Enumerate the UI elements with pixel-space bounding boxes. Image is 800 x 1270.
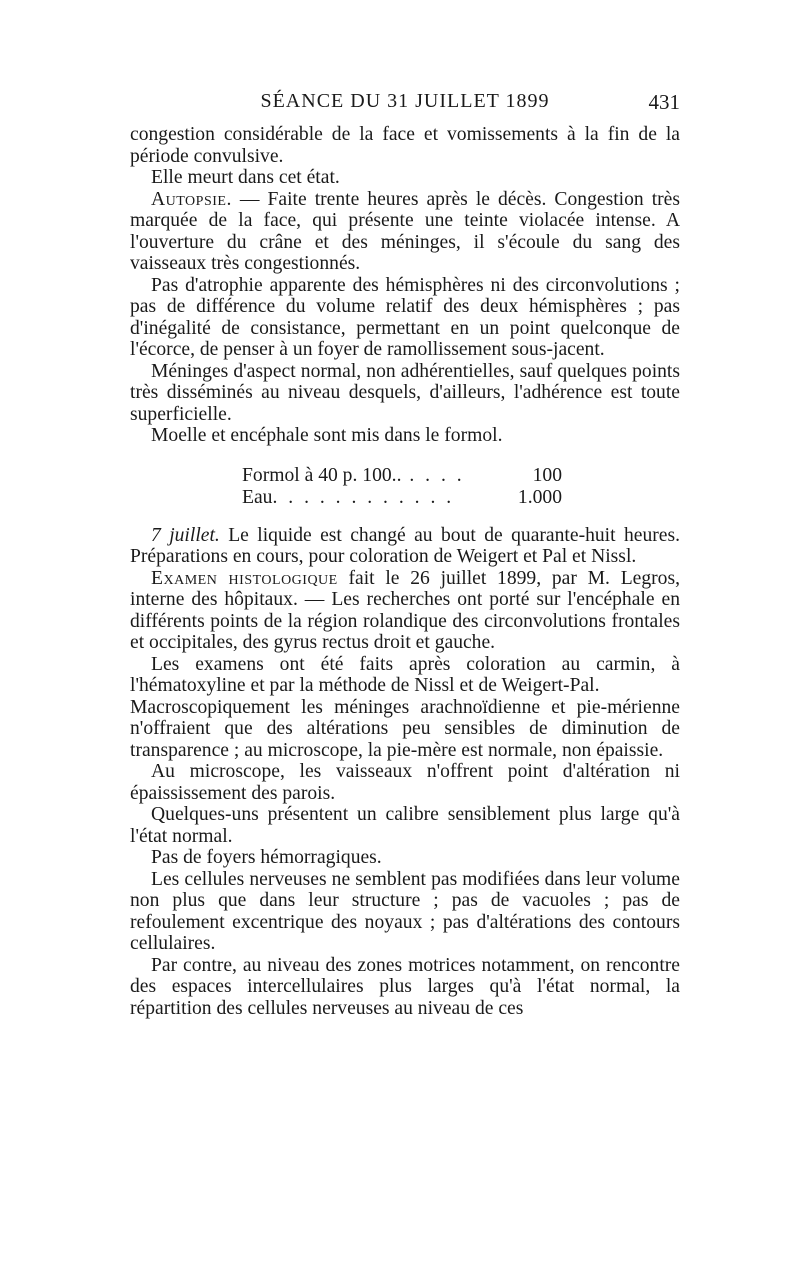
formula-label-text: Formol à 40 p. 100..: [242, 464, 402, 486]
formula-leader-dots: . . . . . . . . . . . .: [272, 486, 455, 508]
autopsie-paragraph: [130, 189, 680, 275]
july7-text: Le liquide est changé au bout de quarante-huit heures. Préparations en cours, pour coloration de Weigert et Pal et Nissl.: [130, 524, 680, 567]
formula-label-text: Eau: [242, 486, 273, 508]
autopsie-label: Autopsie.: [151, 188, 232, 210]
autopsie-text: — Faite trente heures après le décès. Congestion très marquée de la face, qui présente une teinte violacée intense. A l'ouverture du crâne et des méninges, il s'écoule du sang des vaisseaux très congestionnés.: [130, 188, 680, 274]
formula-value: 1.000: [517, 486, 562, 508]
paragraph: Pas de foyers hémorragiques.: [151, 847, 382, 868]
formula-label: [242, 465, 465, 487]
paragraph: Méninges d'aspect normal, non adhérentielles, sauf quelques points très disséminés au niveau desquels, d'ailleurs, l'adhérence est toute superficielle.: [130, 360, 680, 425]
examen-text: fait le 26 juillet 1899, par M. Legros, interne des hôpitaux. — Les recherches ont porté sur l'encéphale en différents points de la région rolandique des circonvolutions frontales et occipitales, des gyrus rectus droit et gauche.: [130, 567, 681, 653]
page-header: [130, 90, 680, 120]
paragraph-continuation: congestion considérable de la face et vomissements à la fin de la période convulsive.: [130, 124, 680, 167]
page-body: [130, 124, 680, 1019]
formula-label: [242, 487, 454, 509]
formula-row: [242, 487, 562, 509]
paragraph: Elle meurt dans cet état.: [151, 167, 340, 188]
examen-paragraph: [130, 568, 680, 654]
running-head: SÉANCE DU 31 JUILLET 1899: [260, 90, 550, 112]
paragraph: Pas d'atrophie apparente des hémisphères ni des circonvolutions ; pas de différence du volume relatif des deux hémisphères ; pas d'inégalité de consistance, permettant en un point quelconque de l'écorce, de penser à un foyer de ramollissement sous-jacent.: [130, 274, 680, 360]
formula-value: 100: [532, 464, 562, 486]
formula-table: [242, 465, 562, 509]
date-label: 7 juillet.: [151, 524, 220, 546]
paragraph: Macroscopiquement les méninges arachnoïdienne et pie-mérienne n'offraient que des altérations peu sensibles de diminution de transparence ; au microscope, la pie-mère est normale, non épaissie.: [130, 696, 680, 761]
examen-label: Examen histologique: [151, 567, 338, 589]
formula-row: [242, 465, 562, 487]
formula-leader-dots: . . . .: [401, 464, 465, 486]
paragraph: Au microscope, les vaisseaux n'offrent point d'altération ni épaississement des parois.: [130, 761, 680, 804]
page-number: 431: [648, 90, 680, 114]
paragraph: Les cellules nerveuses ne semblent pas modifiées dans leur volume non plus que dans leur structure ; pas de vacuoles ; pas de refoulement excentrique des noyaux ; pas d'altérations des contours cellulaires.: [130, 868, 680, 954]
paragraph: Par contre, au niveau des zones motrices notamment, on rencontre des espaces intercellulaires plus larges qu'à l'état normal, la répartition des cellules nerveuses au niveau de ces: [130, 954, 680, 1019]
paragraph: Les examens ont été faits après coloration au carmin, à l'hématoxyline et par la méthode de Nissl et de Weigert-Pal.: [130, 653, 680, 696]
paragraph: Quelques-uns présentent un calibre sensiblement plus large qu'à l'état normal.: [130, 804, 680, 847]
july7-paragraph: [130, 525, 680, 568]
paragraph: Moelle et encéphale sont mis dans le formol.: [151, 425, 503, 446]
